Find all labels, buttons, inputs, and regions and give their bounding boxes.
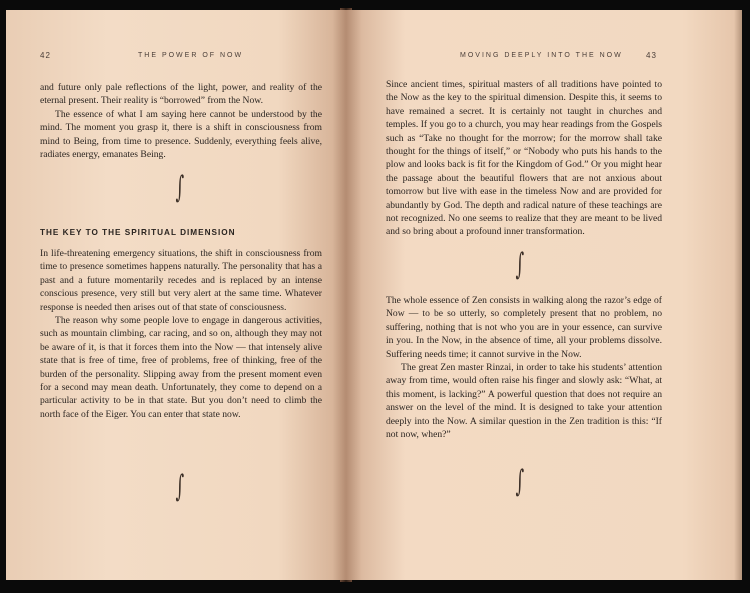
paragraph: The whole essence of Zen consists in walking along the razor’s edge of Now — to be so utterly, so completely present that no problem, no suffering, nothing that is not who you are in your essence, can survive in you. In the Now, in the absence of time, all your problems dissolve. Suffering needs time; it cannot survive in the Now.	[386, 295, 662, 360]
right-text-bottom	[386, 294, 662, 441]
left-text-bottom	[40, 247, 322, 421]
section-ornament-3: ∫	[515, 247, 525, 282]
paragraph: Since ancient times, spiritual masters of all traditions have pointed to the Now as the key to the spiritual dimension. Despite this, it seems to have remained a secret. It is certainly not taught in churches and temples. If you go to a church, you may hear readings from the Gospels such as “Take no thought for the morrow; for the morrow shall take thought for the things of itself,” or “Nobody who puts his hands to the plow and looks back is fit for the Kingdom of God.” Or you might hear the passage about the beautiful flowers that are not anxious about tomorrow but live with ease in the timeless Now and are provided for abundantly by God. The depth and radical nature of these teachings are not recognized. No one seems to realize that they are meant to be lived and so bring about a profound inner transformation.	[386, 79, 662, 238]
section-ornament-4: ∫	[515, 464, 525, 499]
left-running-head: THE POWER OF NOW	[138, 52, 244, 59]
paragraph: The reason why some people love to engage in dangerous activities, such as mountain climbing, car racing, and so on, although they may not be aware of it, is that it forces them into the Now — that intensely alive state that is free of time, free of problems, free of thinking, free of the burden of the personality. Slipping away from the present moment even for a second may mean death. Unfortunately, they come to depend on a particular activity to be in that state. But you don’t need to climb the north face of the Eiger. You can enter that state now.	[40, 315, 322, 420]
section-heading: THE KEY TO THE SPIRITUAL DIMENSION	[40, 228, 236, 237]
right-page-number: 43	[646, 51, 657, 60]
paragraph: The essence of what I am saying here cannot be understood by the mind. The moment you grasp it, there is a shift in consciousness from mind to Being, from time to presence. Suddenly, everything feels alive, radiates energy, emanates Being.	[40, 108, 322, 161]
right-text-top	[386, 78, 662, 239]
right-page	[346, 10, 742, 580]
paragraph: and future only pale reflections of the light, power, and reality of the eternal present. Their reality is “borrowed” from the Now.	[40, 82, 322, 107]
right-running-head: MOVING DEEPLY INTO THE NOW	[460, 52, 623, 59]
page-edge-shadow	[734, 10, 742, 580]
left-page	[6, 10, 346, 580]
section-ornament-2: ∫	[175, 469, 185, 504]
section-ornament-1: ∫	[175, 170, 185, 205]
paragraph: The great Zen master Rinzai, in order to take his students’ attention away from time, would often raise his finger and slowly ask: “What, at this moment, is lacking?” A powerful question that does not require an answer on the level of the mind. It is designed to take your attention deeply into the Now. A similar question in the Zen tradition is this: “If not now, when?”	[386, 362, 662, 441]
paragraph: In life-threatening emergency situations, the shift in consciousness from time to presence sometimes happens naturally. The personality that has a past and a future momentarily recedes and is replaced by an intense conscious presence, very still but very alert at the same time. Whatever response is needed then arises out of that state of consciousness.	[40, 248, 322, 313]
left-text-top	[40, 81, 322, 161]
left-page-number: 42	[40, 51, 51, 60]
